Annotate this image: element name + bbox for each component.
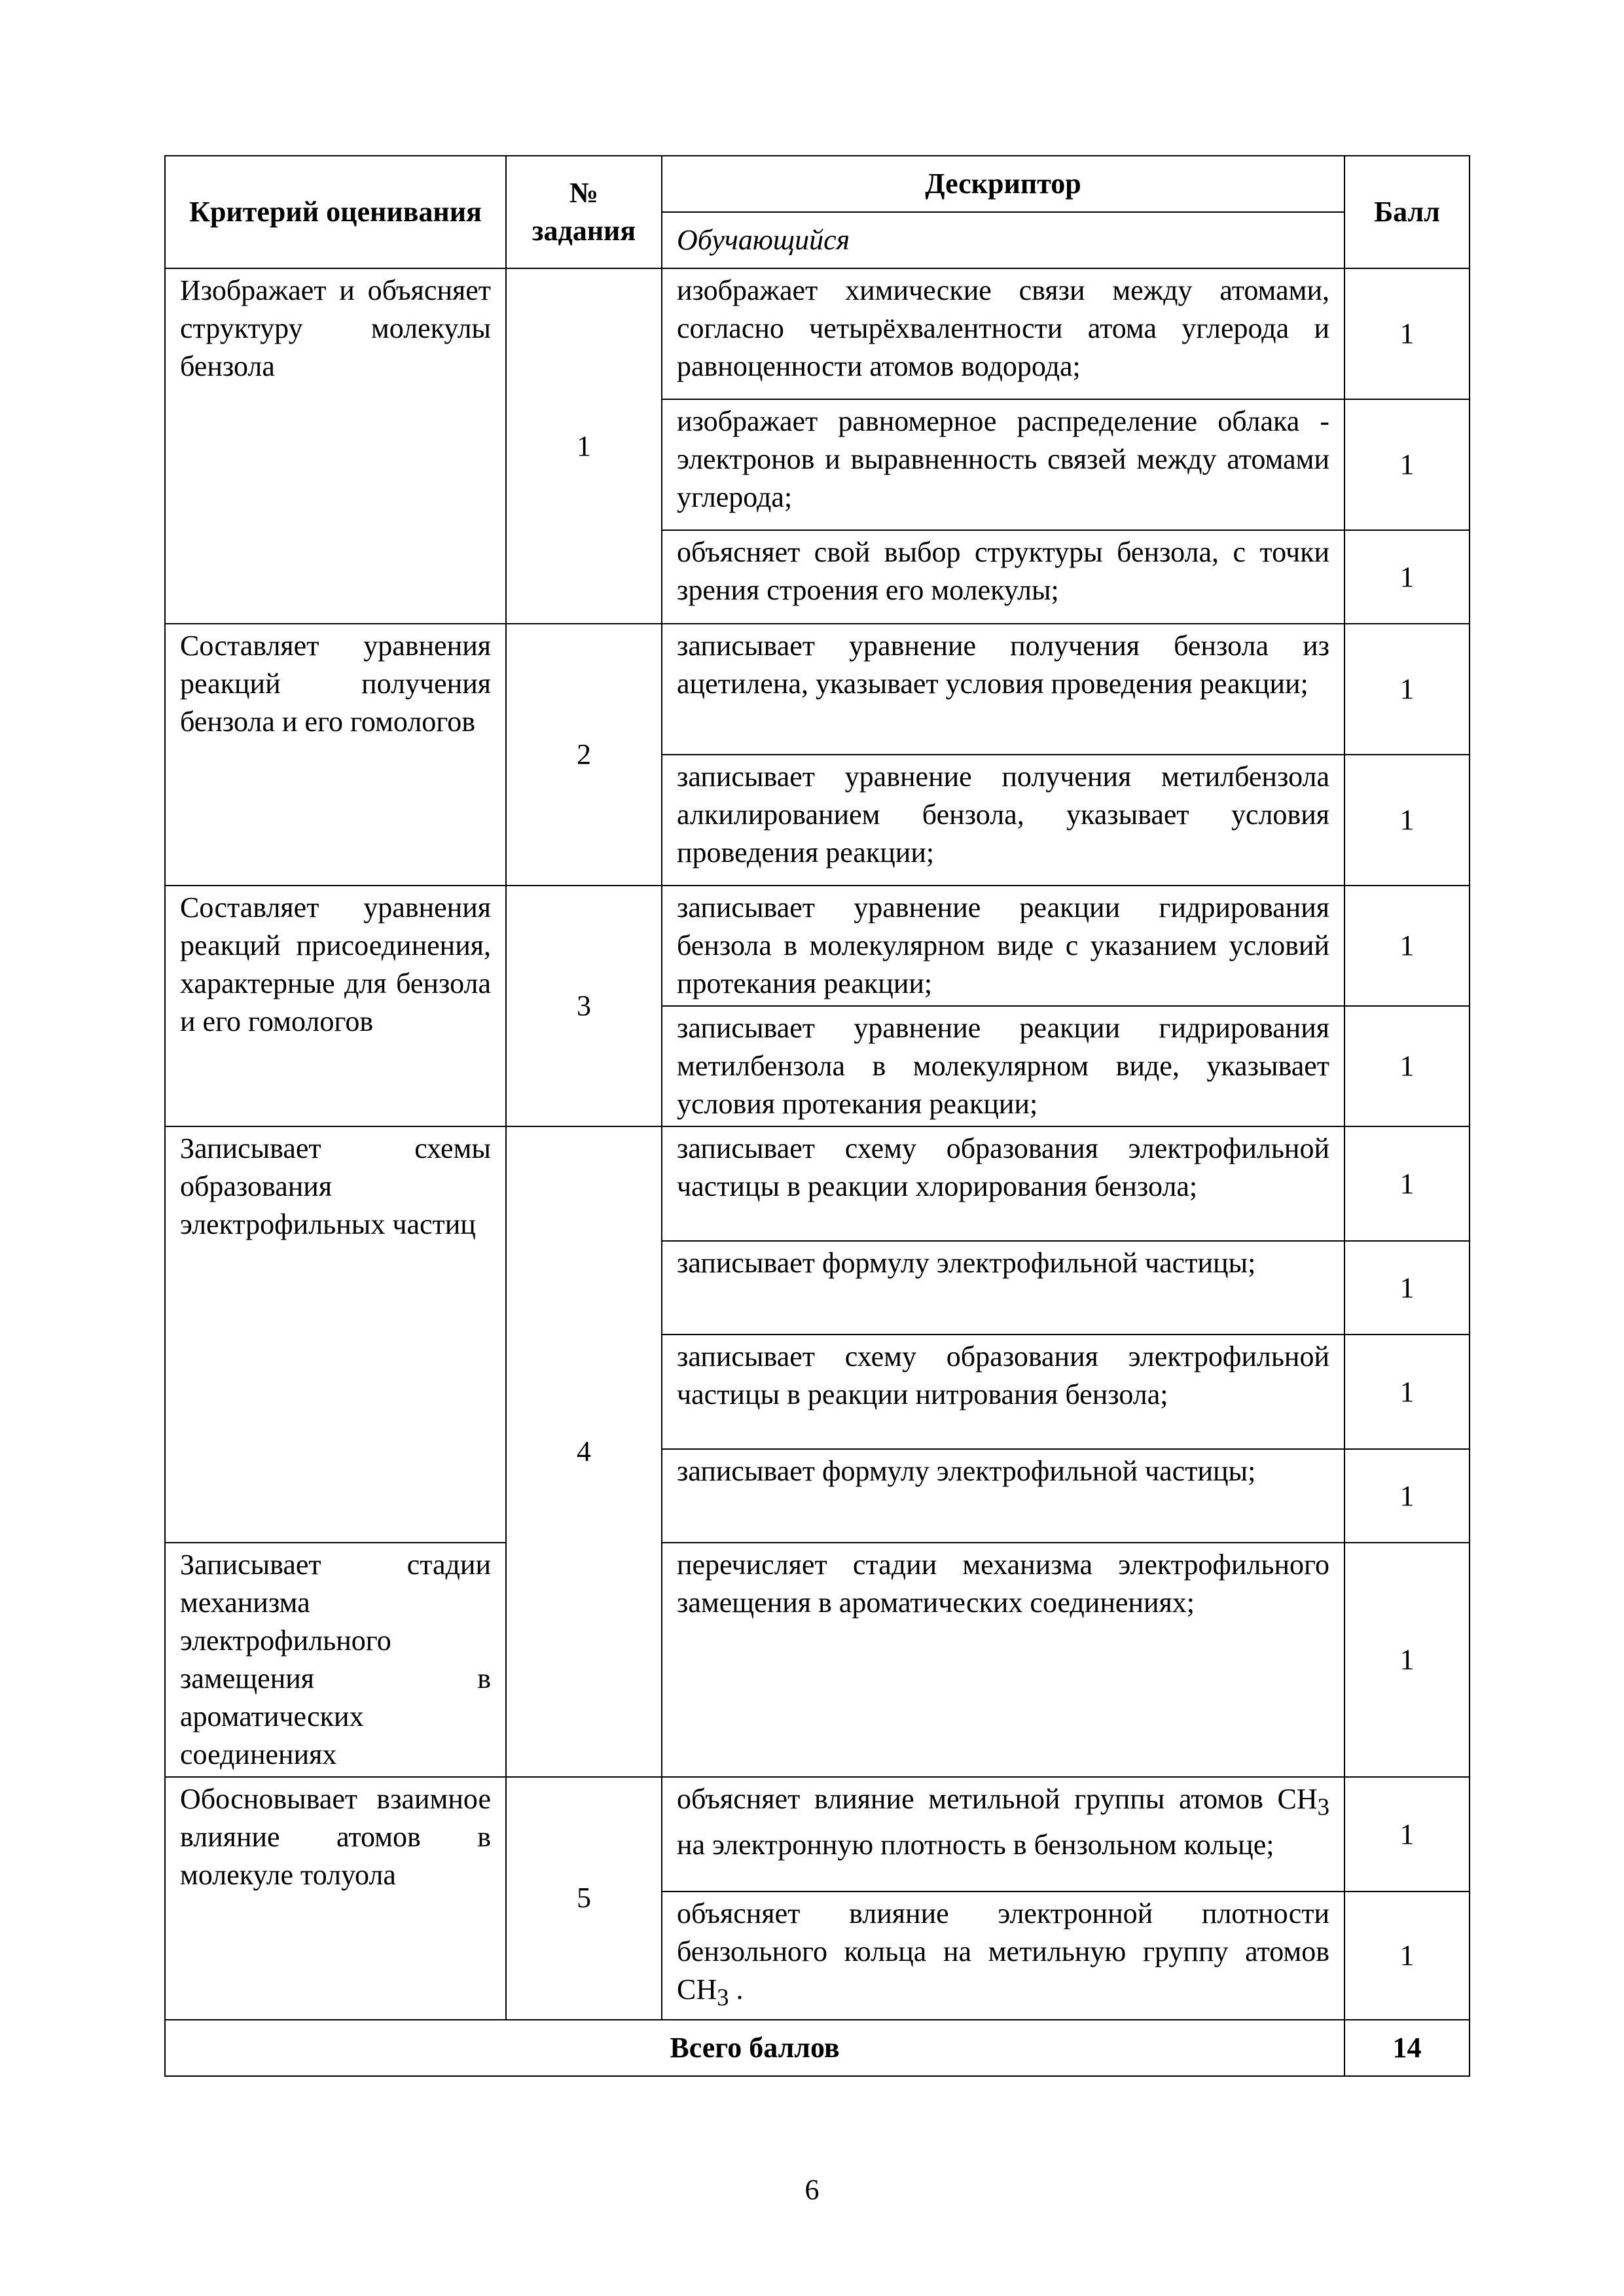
table-row [165, 1543, 1470, 1777]
descriptor-cell: перечисляет стадии механизма электрофильного замещения в ароматических соединениях; [662, 1543, 1344, 1777]
descriptor-cell: записывает схему образования электрофильной частицы в реакции нитрования бензола; [662, 1335, 1344, 1449]
criterion-cell: Составляет уравнения реакций присоединения, характерные для бензола и его гомологов [165, 886, 506, 1126]
table-row [165, 1777, 1470, 1892]
table-row [165, 1126, 1470, 1241]
score-cell: 1 [1344, 1892, 1470, 2020]
total-label: Всего баллов [165, 2020, 1344, 2076]
score-cell: 1 [1344, 1449, 1470, 1543]
score-cell: 1 [1344, 1241, 1470, 1335]
total-row [165, 2020, 1470, 2076]
criterion-cell: Записывает схемы образования электрофильных частиц [165, 1126, 506, 1543]
criterion-cell: Изображает и объясняет структуру молекулы бензола [165, 268, 506, 624]
table-row [165, 624, 1470, 755]
score-cell: 1 [1344, 1543, 1470, 1777]
total-score: 14 [1344, 2020, 1470, 2076]
score-cell: 1 [1344, 1335, 1470, 1449]
score-cell: 1 [1344, 268, 1470, 399]
criterion-cell: Записывает стадии механизма электрофильного замещения в ароматических соединениях [165, 1543, 506, 1777]
task-number-cell: 5 [506, 1777, 662, 2020]
descriptor-cell: объясняет свой выбор структуры бензола, с точки зрения строения его молекулы; [662, 530, 1344, 624]
score-cell: 1 [1344, 1006, 1470, 1126]
criterion-cell: Обосновывает взаимное влияние атомов в молекуле толуола [165, 1777, 506, 2020]
score-cell: 1 [1344, 886, 1470, 1006]
descriptor-cell: записывает формулу электрофильной частицы; [662, 1449, 1344, 1543]
criterion-cell: Составляет уравнения реакций получения бензола и его гомологов [165, 624, 506, 886]
descriptor-header: Дескриптор [662, 156, 1344, 212]
descriptor-cell: объясняет влияние метильной группы атомов $CH_3$ на электронную плотность в бензольном кольце; [662, 1777, 1344, 1892]
learner-subheader: Обучающийся [662, 212, 1344, 268]
score-cell: 1 [1344, 755, 1470, 886]
descriptor-cell: записывает уравнение получения метилбензола алкилированием бензола, указывает условия проведения реакции; [662, 755, 1344, 886]
descriptor-cell: записывает уравнение реакции гидрирования метилбензола в молекулярном виде, указывает условия протекания реакции; [662, 1006, 1344, 1126]
page-number: 6 [804, 2174, 820, 2206]
task-number-cell: 2 [506, 624, 662, 886]
descriptor-cell: записывает формулу электрофильной частицы; [662, 1241, 1344, 1335]
score-cell: 1 [1344, 399, 1470, 530]
descriptor-cell: изображает химические связи между атомами, согласно четырёхвалентности атома углерода и равноценности атомов водорода; [662, 268, 1344, 399]
header-row [165, 156, 1470, 212]
task-number-cell: 1 [506, 268, 662, 624]
descriptor-cell: записывает схему образования электрофильной частицы в реакции хлорирования бензола; [662, 1126, 1344, 1241]
descriptor-cell: записывает уравнение получения бензола из ацетилена, указывает условия проведения реакции; [662, 624, 1344, 755]
task-number-header: № задания [506, 156, 662, 268]
score-cell: 1 [1344, 624, 1470, 755]
table-row [165, 886, 1470, 1006]
descriptor-cell: изображает равномерное распределение облака - электронов и выравненность связей между атомами углерода; [662, 399, 1344, 530]
score-cell: 1 [1344, 1126, 1470, 1241]
table-row [165, 268, 1470, 399]
score-cell: 1 [1344, 1777, 1470, 1892]
descriptor-cell: объясняет влияние электронной плотности бензольного кольца на метильную группу атомов $CH_3$ . [662, 1892, 1344, 2020]
score-header: Балл [1344, 156, 1470, 268]
criterion-header: Критерий оценивания [165, 156, 506, 268]
descriptor-cell: записывает уравнение реакции гидрирования бензола в молекулярном виде с указанием условий протекания реакции; [662, 886, 1344, 1006]
task-number-cell: 3 [506, 886, 662, 1126]
score-cell: 1 [1344, 530, 1470, 624]
task-number-cell: 4 [506, 1126, 662, 1777]
assessment-rubric-table [164, 155, 1470, 2077]
